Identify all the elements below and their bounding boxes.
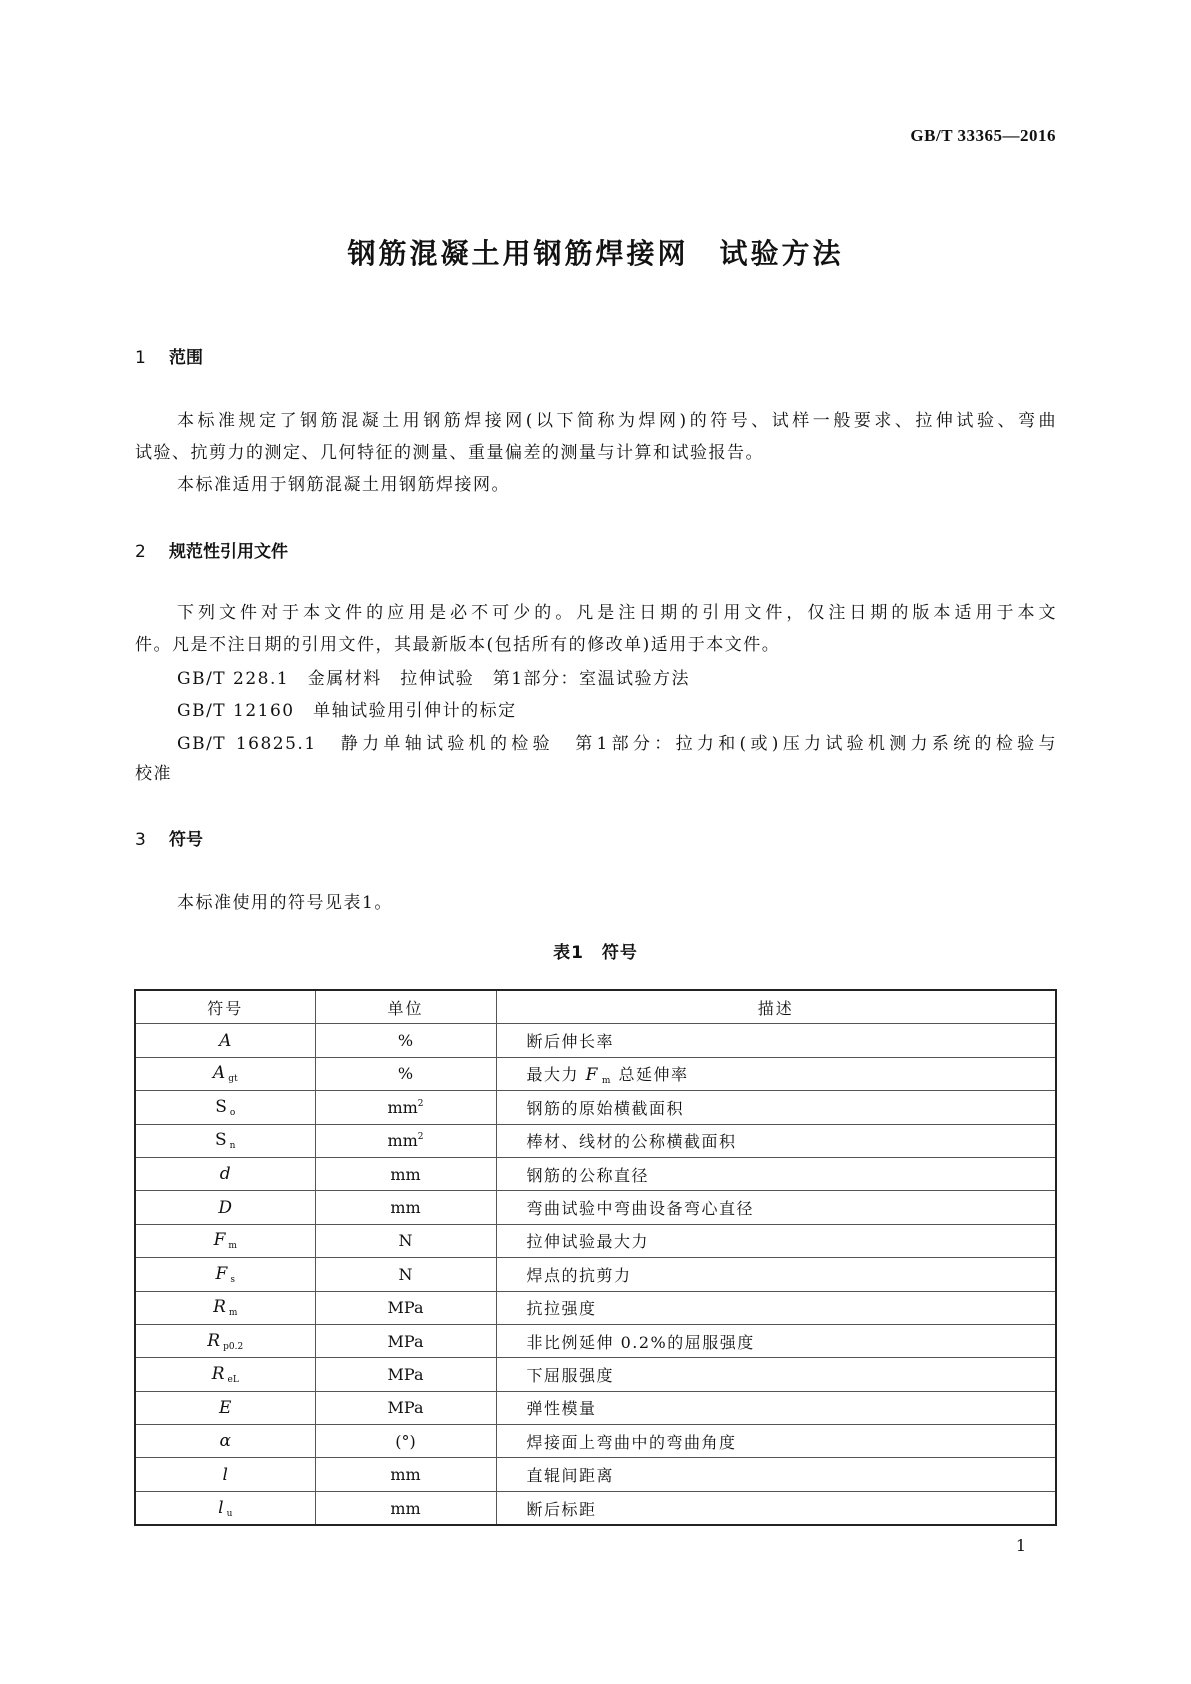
- symbol: l: [218, 1497, 224, 1518]
- section-number: 1: [135, 348, 146, 368]
- symbol: F: [213, 1230, 226, 1251]
- symbol: R: [211, 1363, 225, 1384]
- table-row: [135, 1191, 1056, 1224]
- description-cell: [496, 1057, 1056, 1090]
- description: 焊点的抗剪力: [526, 1265, 632, 1285]
- unit-cell: [315, 1157, 496, 1190]
- symbol-cell: [135, 1057, 315, 1090]
- symbol: F: [215, 1263, 228, 1284]
- section-title: 范围: [169, 348, 203, 368]
- symbol-subscript: eL: [227, 1374, 239, 1385]
- unit-cell: [315, 1124, 496, 1157]
- unit-cell: [315, 1091, 496, 1124]
- symbol: S: [215, 1096, 227, 1117]
- symbol: E: [219, 1397, 232, 1418]
- table-row: [135, 1157, 1056, 1190]
- unit: mm: [387, 1097, 418, 1117]
- unit-cell: [315, 1258, 496, 1291]
- paragraph-line: 下列文件对于本文件的应用是必不可少的。凡是注日期的引用文件，仅注日期的版本适用于本文: [177, 603, 1057, 623]
- description-cell: [496, 1391, 1056, 1424]
- unit: %: [397, 1031, 414, 1051]
- section-heading-scope: [135, 343, 203, 368]
- standard-number: GB/T 33365—2016: [910, 126, 1056, 145]
- symbol: R: [207, 1330, 221, 1351]
- symbol-cell: [135, 1425, 315, 1458]
- description-cell: [496, 1224, 1056, 1257]
- unit-cell: [315, 1191, 496, 1224]
- symbol-cell: [135, 1324, 315, 1357]
- reference-item: GB/T 16825.1 静力单轴试验机的检验 第1部分：拉力和(或)压力试验机测力系统的检验与: [177, 734, 1057, 754]
- symbol-cell: [135, 1157, 315, 1190]
- paragraph-line: 件。凡是不注日期的引用文件，其最新版本(包括所有的修改单)适用于本文件。: [135, 635, 781, 655]
- page-number: 1: [1015, 1536, 1026, 1555]
- unit: MPa: [387, 1364, 424, 1384]
- unit-cell: [315, 1224, 496, 1257]
- description-cell: [496, 1358, 1056, 1391]
- description-symbol: F: [585, 1064, 599, 1085]
- section-number: 2: [135, 542, 146, 562]
- symbol: D: [218, 1197, 233, 1218]
- symbol-cell: [135, 1491, 315, 1525]
- unit-cell: [315, 1291, 496, 1324]
- table-row: [135, 1258, 1056, 1291]
- table-caption: 表1 符号: [553, 943, 638, 963]
- reference-item-continued: 校准: [135, 764, 172, 784]
- symbol: A: [219, 1030, 232, 1051]
- section-heading-references: [135, 537, 288, 562]
- unit-cell: [315, 1391, 496, 1424]
- symbol: l: [222, 1464, 228, 1485]
- symbol-cell: [135, 1191, 315, 1224]
- description: 非比例延伸 0.2%的屈服强度: [526, 1332, 755, 1352]
- description-cell: [496, 1157, 1056, 1190]
- description: 抗拉强度: [526, 1299, 597, 1319]
- symbol-cell: [135, 1024, 315, 1057]
- unit: %: [397, 1064, 414, 1084]
- symbols-table: [134, 989, 1057, 1526]
- unit: (°): [395, 1431, 416, 1451]
- section-number: 3: [135, 830, 146, 850]
- table-row: [135, 1057, 1056, 1090]
- description: 棒材、线材的公称横截面积: [526, 1132, 737, 1152]
- unit: N: [398, 1264, 413, 1284]
- unit-cell: [315, 1057, 496, 1090]
- section-heading-symbols: [135, 825, 203, 850]
- table-row: [135, 1358, 1056, 1391]
- section-title: 规范性引用文件: [169, 542, 288, 562]
- section-title: 符号: [169, 830, 203, 850]
- description: 钢筋的原始横截面积: [526, 1098, 685, 1118]
- paragraph-line: 本标准规定了钢筋混凝土用钢筋焊接网(以下简称为焊网)的符号、试样一般要求、拉伸试验、弯曲: [177, 411, 1057, 431]
- symbol-cell: [135, 1391, 315, 1424]
- table-row: [135, 1391, 1056, 1424]
- description-cell: [496, 1458, 1056, 1491]
- symbol-subscript: p0.2: [223, 1341, 244, 1352]
- document-title: 钢筋混凝土用钢筋焊接网 试验方法: [347, 237, 844, 270]
- symbol-subscript: u: [226, 1508, 233, 1519]
- description-cell: [496, 1091, 1056, 1124]
- symbol-subscript: n: [229, 1141, 236, 1152]
- symbol-cell: [135, 1258, 315, 1291]
- unit: N: [398, 1231, 413, 1251]
- table-row: [135, 1491, 1056, 1525]
- unit: MPa: [387, 1298, 424, 1318]
- unit: mm: [390, 1498, 421, 1518]
- description: 钢筋的公称直径: [526, 1165, 650, 1185]
- reference-item: GB/T 12160 单轴试验用引伸计的标定: [177, 701, 517, 721]
- symbol-subscript: m: [228, 1241, 237, 1252]
- table-row: [135, 1124, 1056, 1157]
- symbol: A: [212, 1063, 226, 1084]
- symbol: d: [219, 1164, 231, 1185]
- description: 最大力: [526, 1064, 586, 1084]
- column-header-description: 描述: [496, 990, 1056, 1024]
- column-header-unit: 单位: [315, 990, 496, 1024]
- description: 焊接面上弯曲中的弯曲角度: [526, 1432, 737, 1452]
- unit-superscript: 2: [417, 1132, 424, 1143]
- unit: mm: [387, 1131, 418, 1151]
- description-cell: [496, 1491, 1056, 1525]
- table-header-row: [135, 990, 1056, 1024]
- description-cell: [496, 1124, 1056, 1157]
- description: 断后标距: [526, 1499, 597, 1519]
- description: 直辊间距离: [526, 1466, 615, 1486]
- table-row: [135, 1458, 1056, 1491]
- symbol: α: [219, 1431, 231, 1452]
- description: 弯曲试验中弯曲设备弯心直径: [526, 1199, 755, 1219]
- symbol-cell: [135, 1224, 315, 1257]
- unit-cell: [315, 1324, 496, 1357]
- description-suffix: 总延伸率: [611, 1064, 689, 1084]
- paragraph-line: 本标准适用于钢筋混凝土用钢筋焊接网。: [177, 475, 510, 495]
- symbol-subscript: m: [228, 1308, 238, 1319]
- unit: MPa: [387, 1398, 424, 1418]
- unit: mm: [390, 1465, 421, 1485]
- paragraph-line: 试验、抗剪力的测定、几何特征的测量、重量偏差的测量与计算和试验报告。: [135, 443, 764, 463]
- unit: mm: [390, 1164, 421, 1184]
- description-cell: [496, 1291, 1056, 1324]
- symbol-cell: [135, 1091, 315, 1124]
- table-row: [135, 1291, 1056, 1324]
- table-row: [135, 1324, 1056, 1357]
- table-row: [135, 1024, 1056, 1057]
- description-symbol-subscript: m: [601, 1075, 612, 1086]
- description-cell: [496, 1324, 1056, 1357]
- column-header-symbol: 符号: [135, 990, 315, 1024]
- description: 下屈服强度: [526, 1365, 615, 1385]
- table-row: [135, 1425, 1056, 1458]
- symbol: R: [213, 1297, 226, 1318]
- symbol-cell: [135, 1358, 315, 1391]
- symbol-cell: [135, 1124, 315, 1157]
- unit: mm: [390, 1198, 421, 1218]
- symbol-subscript: o: [229, 1107, 236, 1118]
- symbol-subscript: s: [230, 1274, 235, 1285]
- symbol: S: [215, 1130, 227, 1151]
- table-row: [135, 1091, 1056, 1124]
- description: 拉伸试验最大力: [526, 1232, 650, 1252]
- description-cell: [496, 1024, 1056, 1057]
- symbol-cell: [135, 1291, 315, 1324]
- unit-cell: [315, 1491, 496, 1525]
- description-cell: [496, 1258, 1056, 1291]
- description-cell: [496, 1425, 1056, 1458]
- reference-item: GB/T 228.1 金属材料 拉伸试验 第1部分：室温试验方法: [177, 669, 691, 689]
- paragraph-line: 本标准使用的符号见表1。: [177, 893, 393, 913]
- unit-cell: [315, 1024, 496, 1057]
- unit: MPa: [387, 1331, 424, 1351]
- unit-cell: [315, 1425, 496, 1458]
- unit-cell: [315, 1458, 496, 1491]
- description-cell: [496, 1191, 1056, 1224]
- description: 弹性模量: [526, 1399, 597, 1419]
- table-row: [135, 1224, 1056, 1257]
- symbol-subscript: gt: [228, 1074, 238, 1085]
- unit-superscript: 2: [417, 1098, 424, 1109]
- description: 断后伸长率: [526, 1032, 615, 1052]
- unit-cell: [315, 1358, 496, 1391]
- symbol-cell: [135, 1458, 315, 1491]
